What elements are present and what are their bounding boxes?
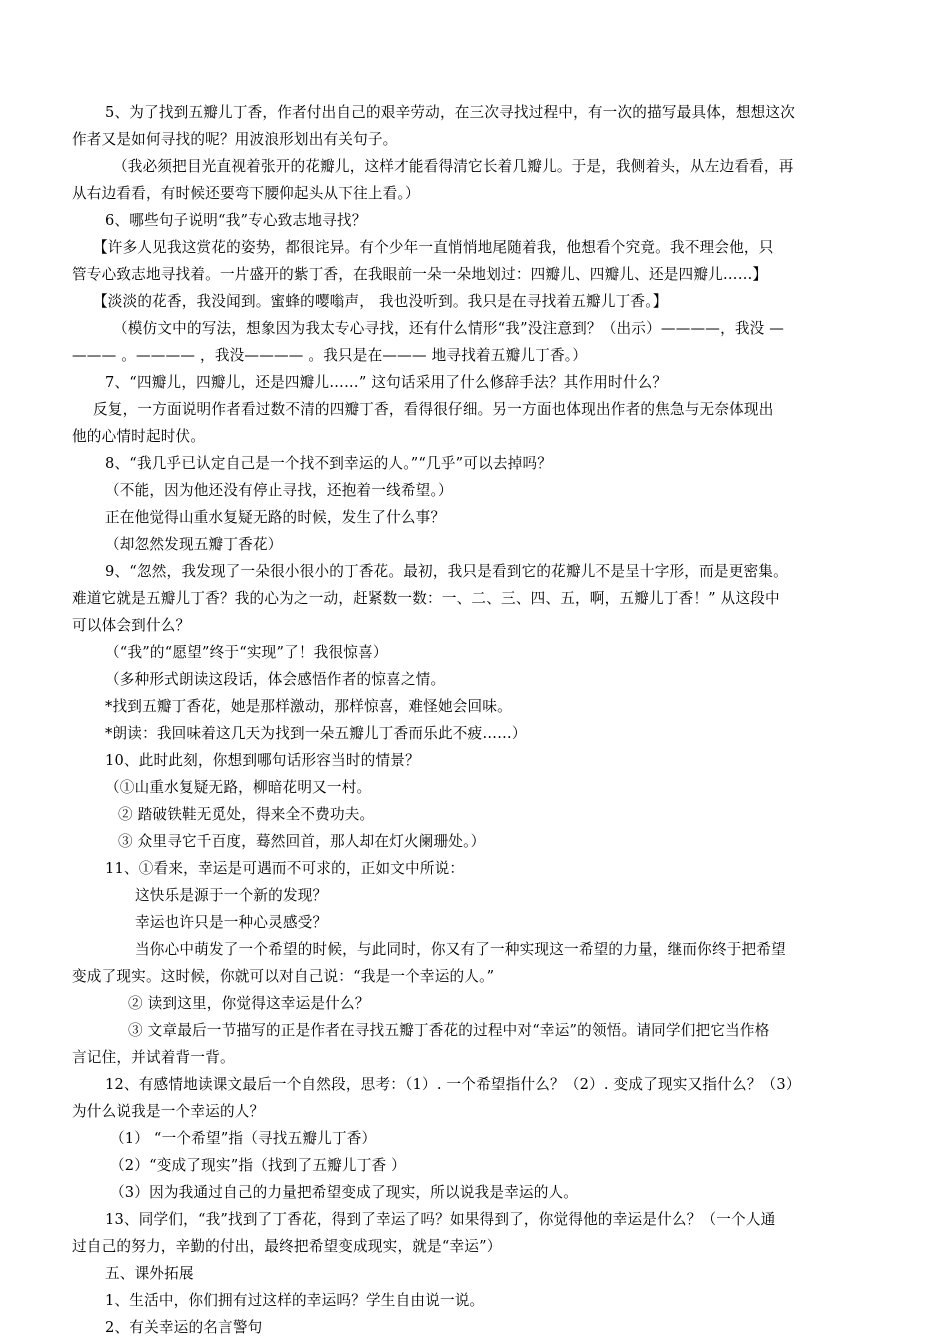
quote-6-line-3: 【淡淡的花香，我没闻到。蜜蜂的嘤嗡声， 我也没听到。我只是在寻找着五瓣儿丁香。】 — [93, 293, 668, 310]
reading-note-1: *找到五瓣丁香花，她是那样激动，那样惊喜，难怪她会回味。 — [105, 698, 512, 715]
question-10: 10、此时此刻，你想到哪句话形容当时的情景？ — [105, 752, 420, 769]
question-13-line-2: 过自己的努力，辛勤的付出，最终把希望变成现实，就是“幸运”） — [72, 1238, 502, 1255]
question-6: 6、哪些句子说明“我”专心致志地寻找？ — [105, 212, 367, 229]
question-8: 8、“我几乎已认定自己是一个找不到幸运的人。”“几乎”可以去掉吗？ — [105, 455, 553, 472]
question-5-line-1: 5、为了找到五瓣儿丁香，作者付出自己的艰辛劳动，在三次寻找过程中，有一次的描写最具体，想想这次 — [105, 104, 796, 121]
reading-note-2: *朗读：我回味着这几天为找到一朵五瓣儿丁香而乐此不疲……） — [105, 725, 527, 742]
question-9-line-2: 难道它就是五瓣儿丁香？我的心为之一动，赶紧数一数：一、二、三、四、五，啊，五瓣儿丁香！” 从这段中 — [72, 590, 780, 607]
question-7: 7、“四瓣儿，四瓣儿，还是四瓣儿……” 这句话采用了什么修辞手法？其作用时什么？ — [105, 374, 668, 391]
question-9-line-3: 可以体会到什么？ — [72, 617, 191, 634]
answer-12-item-2: （2）“变成了现实”指（找到了五瓣儿丁香 ） — [110, 1157, 406, 1174]
question-11-part-3-line-1: ③ 文章最后一节描写的正是作者在寻找五瓣丁香花的过程中对“幸运”的领悟。请同学们把它当作格 — [128, 1022, 770, 1039]
answer-12-item-3: （3）因为我通过自己的力量把希望变成了现实，所以说我是幸运的人。 — [110, 1184, 579, 1201]
answer-8: （不能，因为他还没有停止寻找，还抱着一线希望。） — [105, 482, 453, 499]
question-11-part-2: ② 读到这里，你觉得这幸运是什么？ — [128, 995, 370, 1012]
answer-8-followup: （却忽然发现五瓣丁香花） — [105, 536, 283, 553]
quote-11-line-2: 幸运也许只是一种心灵感受？ — [135, 914, 328, 931]
answer-7-line-1: 反复，一方面说明作者看过数不清的四瓣丁香，看得很仔细。另一方面也体现出作者的焦急与无奈体现出 — [93, 401, 774, 418]
question-11-part-3-line-2: 言记住，并试着背一背。 — [72, 1049, 235, 1066]
answer-12-item-1: （1） “一个希望”指（寻找五瓣儿丁香） — [110, 1130, 377, 1147]
answer-10-item-1: （①山重水复疑无路，柳暗花明又一村。 — [105, 779, 372, 796]
section-heading-extension: 五、课外拓展 — [105, 1265, 194, 1282]
answer-5-line-2: 从右边看看，有时候还要弯下腰仰起头从下往上看。） — [72, 185, 420, 202]
answer-10-item-2: ② 踏破铁鞋无觅处，得来全不费功夫。 — [118, 806, 375, 823]
question-12-line-2: 为什么说我是一个幸运的人？ — [72, 1103, 265, 1120]
quote-6-line-2: 管专心致志地寻找着。一片盛开的紫丁香，在我眼前一朵一朵地划过：四瓣儿、四瓣儿、还是四瓣儿……】 — [72, 266, 768, 283]
imitation-exercise-line-2: ——— 。———— ，我没———— 。我只是在——— 地寻找着五瓣儿丁香。） — [72, 347, 588, 364]
quote-11-line-1: 这快乐是源于一个新的发现？ — [135, 887, 328, 904]
answer-9: （“我”的“愿望”终于“实现”了！我很惊喜） — [105, 644, 388, 661]
reading-instruction: （多种形式朗读这段话，体会感悟作者的惊喜之情。 — [105, 671, 446, 688]
question-9-line-1: 9、“忽然，我发现了一朵很小很小的丁香花。最初，我只是看到它的花瓣儿不是呈十字形，而是更密集。 — [105, 563, 788, 580]
quote-6-line-1: 【许多人见我这赏花的姿势，都很诧异。有个少年一直悄悄地尾随着我，他想看个究竟。我不理会他，只 — [93, 239, 774, 256]
answer-5-line-1: （我必须把目光直视着张开的花瓣儿，这样才能看得清它长着几瓣儿。于是，我侧着头，从左边看看，再 — [113, 158, 794, 175]
extension-item-2: 2、有关幸运的名言警句 — [105, 1319, 263, 1336]
imitation-exercise-line-1: （模仿文中的写法，想象因为我太专心寻找，还有什么情形“我”没注意到？（出示）————，我没 — — [113, 320, 785, 337]
extension-item-1: 1、生活中，你们拥有过这样的幸运吗？学生自由说一说。 — [105, 1292, 485, 1309]
question-8-followup: 正在他觉得山重水复疑无路的时候，发生了什么事？ — [105, 509, 446, 526]
quote-11-line-4: 变成了现实。这时候，你就可以对自己说：“我是一个幸运的人。” — [72, 968, 495, 985]
question-11: 11、①看来，幸运是可遇而不可求的，正如文中所说： — [105, 860, 465, 877]
question-5-line-2: 作者又是如何寻找的呢？用波浪形划出有关句子。 — [72, 131, 398, 148]
answer-10-item-3: ③ 众里寻它千百度，蓦然回首，那人却在灯火阑珊处。） — [118, 833, 486, 850]
question-12-line-1: 12、有感情地读课文最后一个自然段，思考：（1）. 一个希望指什么？（2）. 变成了现实又指什么？（3） — [105, 1076, 801, 1093]
question-13-line-1: 13、同学们，“我”找到了丁香花，得到了幸运了吗？如果得到了，你觉得他的幸运是什么？（一个人通 — [105, 1211, 776, 1228]
answer-7-line-2: 他的心情时起时伏。 — [72, 428, 206, 445]
quote-11-line-3: 当你心中萌发了一个希望的时候，与此同时，你又有了一种实现这一希望的力量，继而你终于把希望 — [135, 941, 786, 958]
